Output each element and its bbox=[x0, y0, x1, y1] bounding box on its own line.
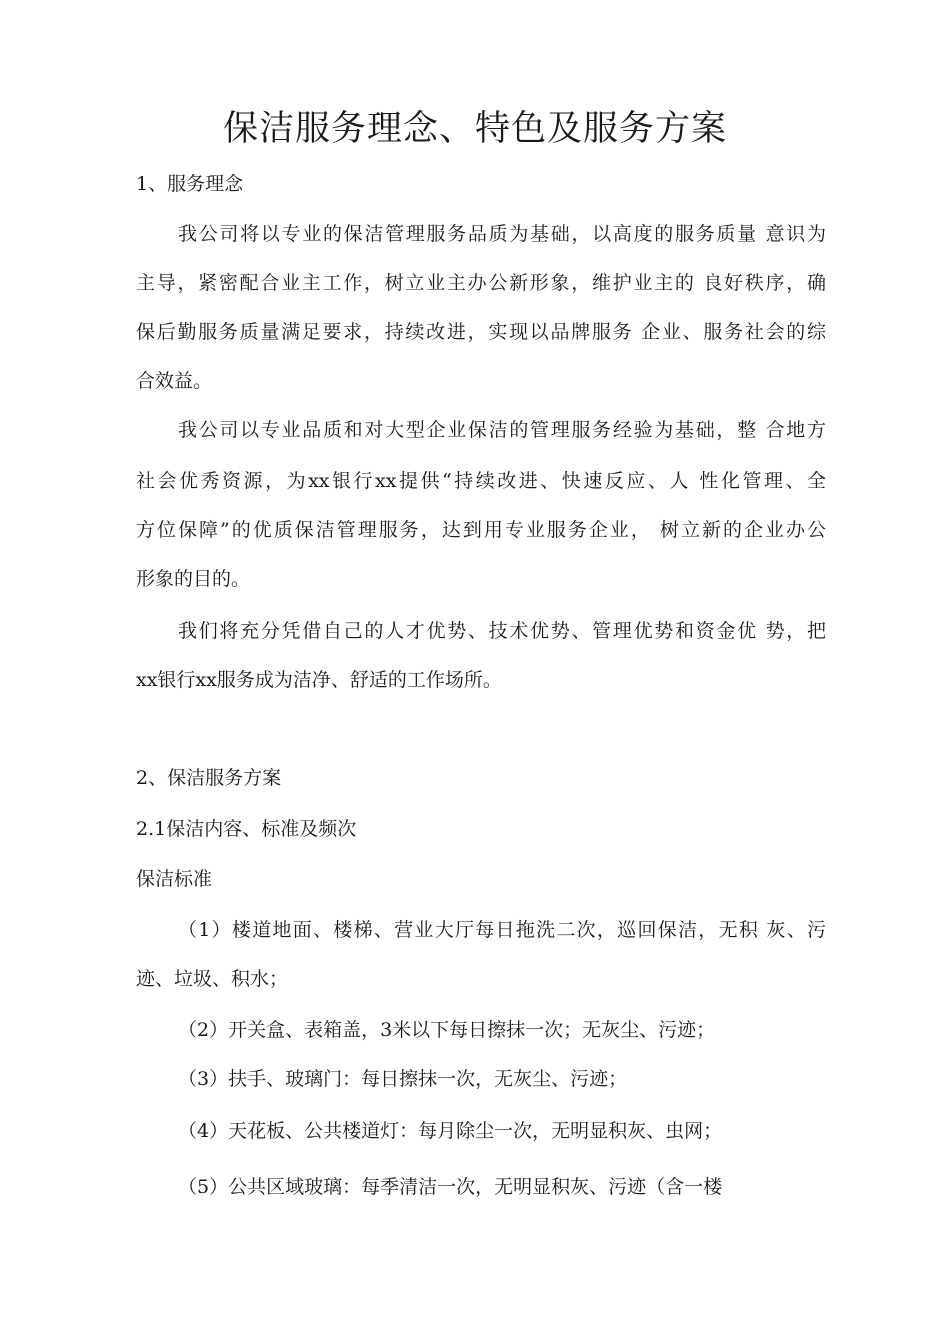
list-item: （5）公共区域玻璃：每季清洁一次，无明显积灰、污迹（含一楼 bbox=[178, 1176, 723, 1198]
list-item: （3）扶手、玻璃门：每日擦抹一次，无灰尘、污迹； bbox=[178, 1068, 628, 1090]
paragraph-line: 形象的目的。 bbox=[136, 568, 251, 590]
paragraph-line: 主导，紧密配合业主工作，树立业主办公新形象，维护业主的 良好秩序，确 bbox=[136, 272, 826, 294]
paragraph-line: xx银行xx服务成为洁净、舒适的工作场所。 bbox=[136, 669, 502, 691]
list-item-line: 迹、垃圾、积水； bbox=[136, 968, 289, 990]
paragraph-line: 社会优秀资源，为xx银行xx提供“持续改进、快速反应、人 性化管理、全 bbox=[136, 470, 826, 492]
paragraph-line: 保后勤服务质量满足要求，持续改进，实现以品牌服务 企业、服务社会的综 bbox=[136, 321, 826, 343]
paragraph-line: 我公司以专业品质和对大型企业保洁的管理服务经验为基础，整 合地方 bbox=[178, 419, 826, 441]
paragraph-line: 我公司将以专业的保洁管理服务品质为基础，以高度的服务质量 意识为 bbox=[178, 223, 826, 245]
subsection-heading: 2.1保洁内容、标准及频次 bbox=[136, 818, 357, 840]
paragraph-line: 我们将充分凭借自己的人才优势、技术优势、管理优势和资金优 势，把 bbox=[178, 620, 826, 642]
list-item: （4）天花板、公共楼道灯：每月除尘一次，无明显积灰、虫网； bbox=[178, 1120, 723, 1142]
section-heading-service-concept: 1、服务理念 bbox=[136, 173, 244, 195]
section-heading-cleaning-plan: 2、保洁服务方案 bbox=[136, 767, 282, 789]
paragraph-line: 方位保障”的优质保洁管理服务，达到用专业服务企业， 树立新的企业办公 bbox=[136, 519, 826, 541]
list-item: （2）开关盒、表箱盖，3米以下每日擦抹一次；无灰尘、污迹； bbox=[178, 1019, 716, 1041]
document-title: 保洁服务理念、特色及服务方案 bbox=[222, 109, 727, 149]
subheading-cleaning-standards: 保洁标准 bbox=[136, 868, 213, 890]
list-item-line: （1）楼道地面、楼梯、营业大厅每日拖洗二次，巡回保洁，无积 灰、污 bbox=[178, 919, 826, 941]
paragraph-line: 合效益。 bbox=[136, 370, 213, 392]
